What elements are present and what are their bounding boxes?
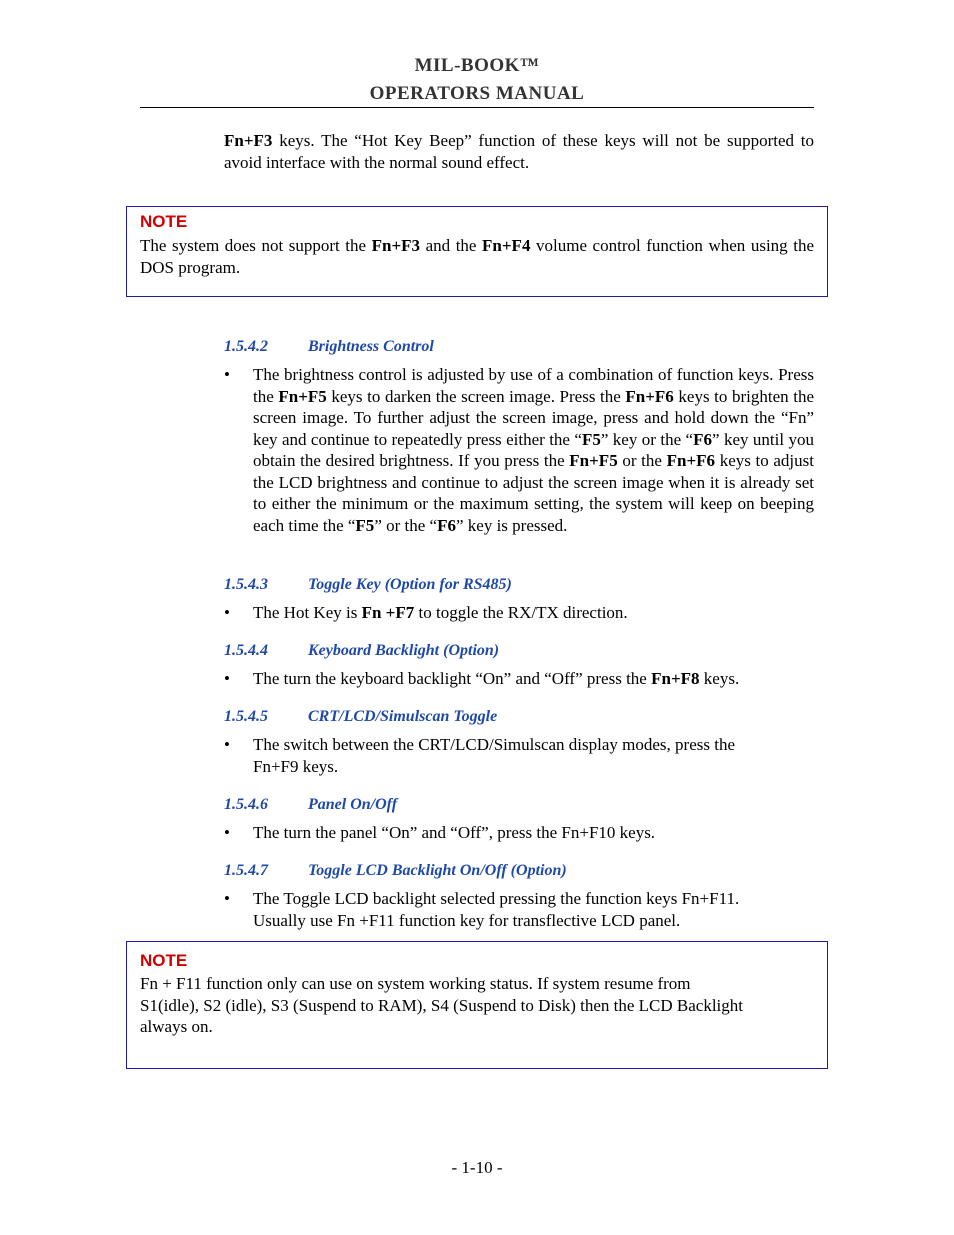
bullet-text: The brightness control is adjusted by use of a combination of function keys. Press the Fn+F5 keys to darken the screen image. Press the Fn+F6 keys to brighten the screen image. To further adjust the screen image, press and hold down the “Fn” key and continue to repeatedly press either the “F5” key or the “F6” key until you obtain the desired brightness. If you press the Fn+F5 or the Fn+F6 keys to adjust the LCD brightness and continue to adjust the screen image when it is already set to either the minimum or the maximum setting, the system will keep on beeping each time the “F5” or the “F6” key is pressed. <box>253 365 815 535</box>
note-text-1 <box>140 235 814 278</box>
section-number: 1.5.4.2 <box>224 338 268 355</box>
bullet-text: The turn the panel “On” and “Off”, press the Fn+F10 keys. <box>253 823 656 842</box>
intro-text: keys. The “Hot Key Beep” function of these keys will not be supported to avoid interface with the normal sound effect. <box>224 131 814 172</box>
bullet-dot: • <box>224 823 230 842</box>
section-number: 1.5.4.6 <box>224 796 268 813</box>
section-number: 1.5.4.5 <box>224 708 268 725</box>
note-title-2: NOTE <box>140 951 188 970</box>
note-title-1: NOTE <box>140 212 188 231</box>
section-title: Keyboard Backlight (Option) <box>308 642 500 659</box>
bullet-lcd-backlight <box>224 888 814 931</box>
bullet-dot: • <box>224 889 230 908</box>
intro-paragraph <box>224 130 814 173</box>
note1-key-a: Fn+F3 <box>371 236 421 255</box>
section-heading-toggle-key <box>224 576 512 594</box>
section-title: Toggle Key (Option for RS485) <box>308 576 512 593</box>
bullet-panel <box>224 822 814 844</box>
bullet-brightness <box>224 364 814 536</box>
page-number: - 1-10 - <box>451 1158 503 1177</box>
bullet-dot: • <box>224 669 230 688</box>
note-text-2: Fn + F11 function only can use on system working status. If system resume from S1(idle), S2 (idle), S3 (Suspend to RAM), S4 (Suspend to Disk) then the LCD Backlight always on. <box>140 974 744 1036</box>
manual-subtitle: OPERATORS MANUAL <box>369 83 585 104</box>
bullet-dot: • <box>224 365 230 384</box>
bullet-keyboard-backlight <box>224 668 814 690</box>
section-title: CRT/LCD/Simulscan Toggle <box>308 708 498 725</box>
bullet-toggle-key <box>224 602 814 624</box>
section-number: 1.5.4.7 <box>224 862 268 879</box>
section-number: 1.5.4.3 <box>224 576 268 593</box>
section-heading-panel <box>224 796 397 814</box>
header-rule <box>140 107 814 108</box>
section-heading-brightness <box>224 338 434 356</box>
section-title: Brightness Control <box>308 338 434 355</box>
note1-text-c: volume control function when using the DOS program. <box>140 236 814 277</box>
section-title: Toggle LCD Backlight On/Off (Option) <box>308 862 567 879</box>
bullet-dot: • <box>224 603 230 622</box>
note1-text-b: and the <box>420 236 483 255</box>
manual-title: MIL-BOOK™ <box>414 55 540 76</box>
section-number: 1.5.4.4 <box>224 642 268 659</box>
section-title: Panel On/Off <box>308 796 398 813</box>
bullet-text: The Toggle LCD backlight selected pressing the function keys Fn+F11. Usually use Fn +F11 function key for transflective LCD panel. <box>253 889 740 930</box>
bullet-text: The turn the keyboard backlight “On” and “Off” press the Fn+F8 keys. <box>253 669 740 688</box>
bullet-text: The switch between the CRT/LCD/Simulscan display modes, press the Fn+F9 keys. <box>253 735 735 776</box>
bullet-text: The Hot Key is Fn +F7 to toggle the RX/TX direction. <box>253 603 628 622</box>
section-heading-crt-toggle <box>224 708 497 726</box>
note1-text-a: The system does not support the <box>140 236 372 255</box>
section-heading-lcd-backlight <box>224 862 567 880</box>
bullet-dot: • <box>224 735 230 754</box>
section-heading-keyboard-backlight <box>224 642 499 660</box>
note1-key-b: Fn+F4 <box>482 236 531 255</box>
intro-key: Fn+F3 <box>224 131 273 150</box>
bullet-crt-toggle <box>224 734 814 777</box>
